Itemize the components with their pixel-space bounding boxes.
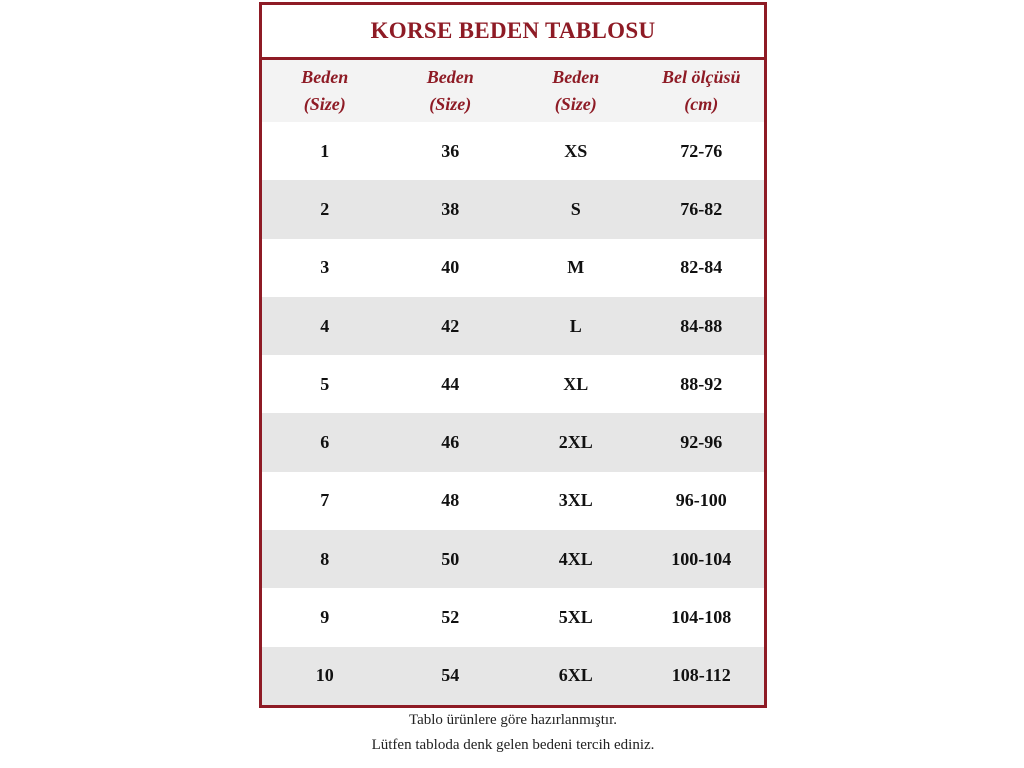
- table-cell: 76-82: [680, 198, 723, 219]
- table-cell: 92-96: [680, 432, 723, 453]
- table-cell: XS: [564, 140, 588, 161]
- table-cell: 82-84: [680, 257, 723, 278]
- table-cell: 10: [315, 665, 334, 686]
- table-cell: 2: [320, 198, 330, 219]
- table-cell: M: [567, 257, 585, 278]
- header-line1: Beden: [426, 67, 474, 87]
- table-cell: 1: [320, 140, 330, 161]
- table-cell: 48: [441, 490, 460, 511]
- header-cell-size-eu: [388, 60, 514, 122]
- table-cell: 108-112: [671, 665, 731, 686]
- table-cell: 36: [441, 140, 460, 161]
- table-cell: L: [569, 315, 582, 336]
- table-cell: 42: [441, 315, 460, 336]
- table-cell: 104-108: [671, 607, 732, 628]
- table-cell: 3: [320, 257, 330, 278]
- table-cell: 100-104: [671, 548, 732, 569]
- header-cell-size-number: [262, 60, 388, 122]
- header-line2: (cm): [684, 94, 719, 114]
- header-line2: (Size): [303, 94, 346, 114]
- table-row: [262, 122, 764, 180]
- table-cell: 44: [441, 373, 460, 394]
- table-cell: 5: [320, 373, 330, 394]
- header-cell-waist: [639, 60, 765, 122]
- table-row: [262, 180, 764, 238]
- table-cell: 5XL: [558, 607, 593, 628]
- table-row: [262, 239, 764, 297]
- table-cell: 72-76: [680, 140, 723, 161]
- table-cell: XL: [563, 373, 589, 394]
- header-line2: (Size): [429, 94, 472, 114]
- table-header-row: [262, 60, 764, 122]
- table-cell: 40: [441, 257, 460, 278]
- table-row: [262, 355, 764, 413]
- table-cell: 8: [320, 548, 330, 569]
- header-line1: Bel ölçüsü: [661, 67, 741, 87]
- table-cell: 6XL: [558, 665, 593, 686]
- table-row: [262, 297, 764, 355]
- table-row: [262, 647, 764, 705]
- header-line2: (Size): [554, 94, 597, 114]
- header-line1: Beden: [552, 67, 600, 87]
- table-row: [262, 588, 764, 646]
- table-cell: 96-100: [675, 490, 727, 511]
- table-cell: 50: [441, 548, 460, 569]
- table-row: [262, 413, 764, 471]
- page-title: KORSE BEDEN TABLOSU: [370, 18, 656, 43]
- title-box: [259, 2, 767, 57]
- table-cell: 54: [441, 665, 460, 686]
- table-cell: 88-92: [680, 373, 723, 394]
- table-cell: 9: [320, 607, 330, 628]
- table-cell: 2XL: [558, 432, 593, 453]
- header-line1: Beden: [301, 67, 349, 87]
- table-cell: 4XL: [558, 548, 593, 569]
- table-cell: 6: [320, 432, 330, 453]
- footnote-prepared: Tablo ürünlere göre hazırlanmıştır.: [408, 712, 618, 728]
- header-cell-size-letter: [513, 60, 639, 122]
- table-cell: 84-88: [680, 315, 723, 336]
- size-table: [259, 57, 767, 708]
- table-cell: S: [570, 198, 581, 219]
- table-cell: 3XL: [558, 490, 593, 511]
- table-cell: 46: [441, 432, 460, 453]
- table-row: [262, 472, 764, 530]
- table-row: [262, 530, 764, 588]
- table-cell: 4: [320, 315, 330, 336]
- footnote-choose-size: Lütfen tabloda denk gelen bedeni tercih ediniz.: [371, 737, 655, 753]
- table-cell: 52: [441, 607, 460, 628]
- table-cell: 7: [320, 490, 330, 511]
- table-cell: 38: [441, 198, 460, 219]
